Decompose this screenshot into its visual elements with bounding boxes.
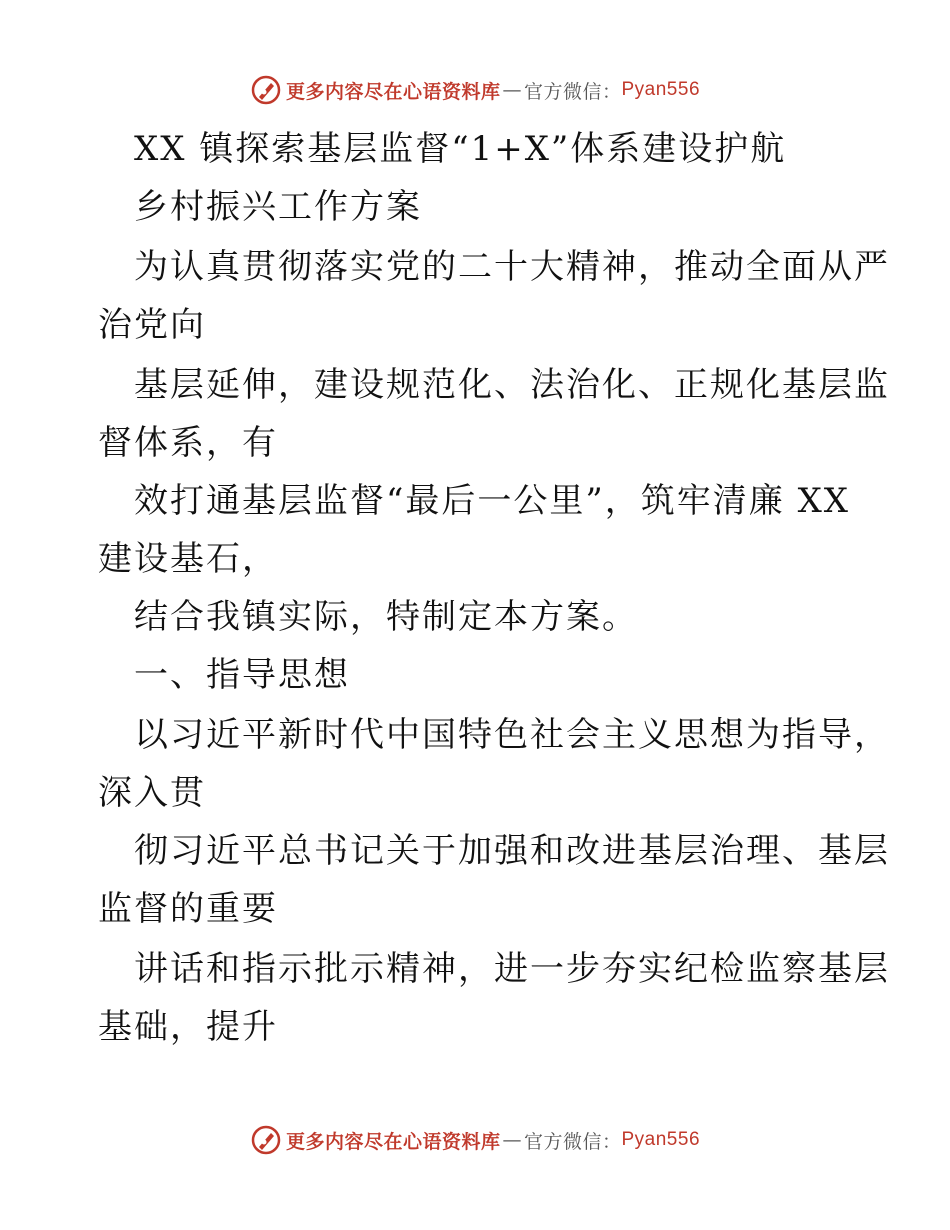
banner-dash: — — [502, 79, 522, 101]
banner-dash: — — [502, 1129, 522, 1151]
header-banner — [0, 70, 950, 110]
paragraph-line: 以习近平新时代中国特色社会主义思想为指导， — [134, 715, 890, 755]
banner-wechat-label: 官方微信： — [523, 80, 622, 103]
paragraph-line: 基础，提升 — [98, 1007, 278, 1047]
paragraph-line: 监督的重要 — [98, 889, 278, 929]
paragraph-line: 深入贯 — [98, 773, 206, 813]
document-title-line-1: XX 镇探索基层监督“1+X”体系建设护航 — [134, 129, 787, 169]
paragraph-line: 彻习近平总书记关于加强和改进基层治理、基层 — [134, 831, 890, 871]
pen-logo-icon — [250, 74, 282, 106]
banner-promo-text: 更多内容尽在心语资料库 — [285, 1130, 501, 1153]
banner-wechat-id: Pyan556 — [621, 79, 701, 100]
paragraph-line: 治党向 — [98, 305, 206, 345]
footer-banner — [0, 1120, 950, 1160]
paragraph-line: 为认真贯彻落实党的二十大精神，推动全面从严 — [134, 247, 890, 287]
section-heading: 一、指导思想 — [134, 655, 350, 695]
paragraph-line: 效打通基层监督“最后一公里”，筑牢清廉 XX — [134, 481, 850, 521]
banner-promo-text: 更多内容尽在心语资料库 — [285, 80, 501, 103]
paragraph-line: 督体系，有 — [98, 423, 278, 463]
document-title-line-2: 乡村振兴工作方案 — [134, 187, 422, 227]
paragraph-line: 基层延伸，建设规范化、法治化、正规化基层监 — [134, 365, 890, 405]
paragraph-line: 结合我镇实际，特制定本方案。 — [134, 597, 638, 637]
pen-logo-icon — [250, 1124, 282, 1156]
banner-wechat-label: 官方微信： — [523, 1130, 622, 1153]
banner-wechat-id: Pyan556 — [621, 1129, 701, 1150]
paragraph-line: 讲话和指示批示精神，进一步夯实纪检监察基层 — [134, 949, 890, 989]
paragraph-line: 建设基石， — [98, 539, 278, 579]
